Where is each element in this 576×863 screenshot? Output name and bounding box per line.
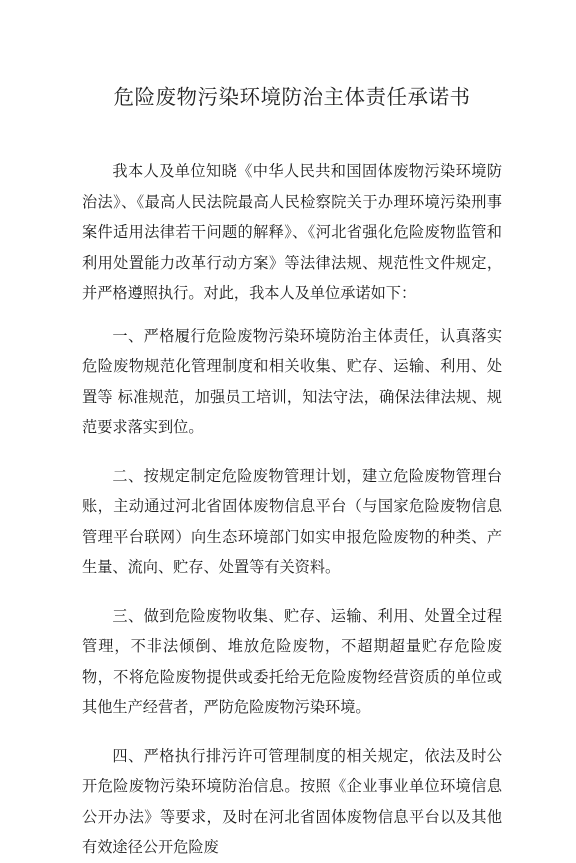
paragraph-commitment-3: 三、做到危险废物收集、贮存、运输、利用、处置全过程管理，不非法倾倒、堆放危险废物，不超期超量贮存危险废物，不将危险废物提供或委托给无危险废物经营资质的单位或其他生产经营者，严防危险废物污染环境。: [82, 606, 502, 716]
paragraph-intro: 我本人及单位知晓《中华人民共和国固体废物污染环境防治法》、《最高人民法院最高人民检察院关于办理环境污染刑事案件适用法律若干问题的解释》、《河北省强化危险废物监管和利用处置能力改革行动方案》等法律法规、规范性文件规定，并严格遵照执行。对此，我本人及单位承诺如下：: [82, 162, 502, 302]
paragraph-commitment-1: 一、严格履行危险废物污染环境防治主体责任，认真落实危险废物规范化管理制度和相关收集、贮存、运输、利用、处置等 标准规范，加强员工培训，知法守法，确保法律法规、规范要求落实到位。: [82, 326, 502, 436]
paragraph-commitment-4: 四、严格执行排污许可管理制度的相关规定，依法及时公开危险废物污染环境防治信息。按照《企业事业单位环境信息公开办法》等要求，及时在河北省固体废物信息平台以及其他有效途径公开危险废: [82, 746, 502, 856]
paragraph-commitment-2: 二、按规定制定危险废物管理计划，建立危险废物管理台账，主动通过河北省固体废物信息平台（与国家危险废物信息管理平台联网）向生态环境部门如实申报危险废物的种类、产生量、流向、贮存、处置等有关资料。: [82, 466, 502, 576]
document-title: 危险废物污染环境防治主体责任承诺书: [113, 85, 471, 109]
